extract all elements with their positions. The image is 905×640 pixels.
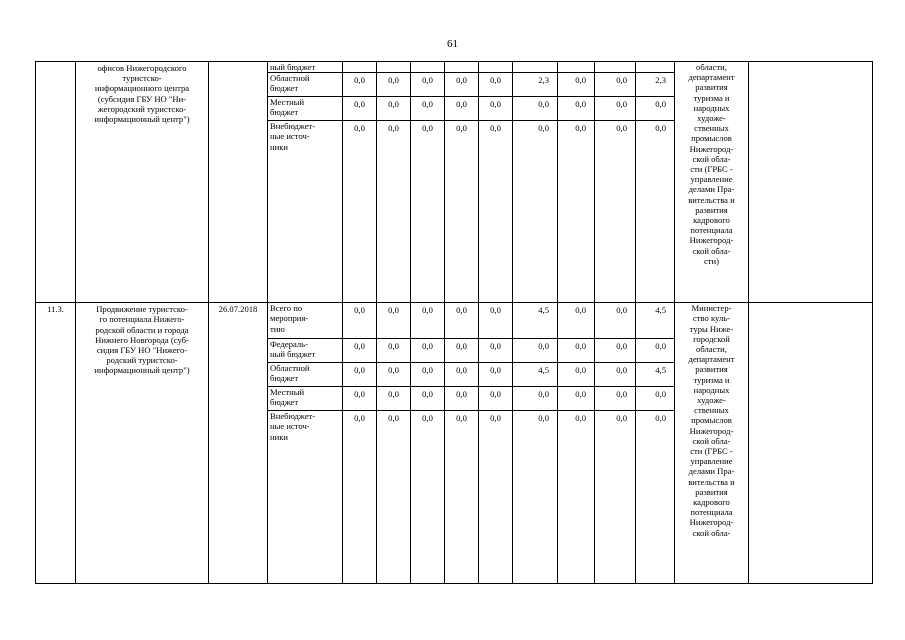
value-cell: 0,0 (411, 411, 445, 584)
cell-text-line: народных (693, 102, 730, 113)
value-cell: 0,0 (558, 97, 595, 121)
cell-text-line: художе- (697, 395, 726, 406)
value-cell: 0,0 (377, 73, 411, 97)
cell-text-line: бюджет (270, 107, 299, 118)
value-cell: 0,0 (411, 363, 445, 387)
value-cell: 0,0 (411, 97, 445, 121)
cell-text-line: Министер- (691, 303, 732, 314)
item-date: 26.07.2018 (218, 304, 258, 315)
funding-source-cell (268, 387, 343, 411)
value-cell: 0,0 (636, 97, 675, 121)
value-cell: 4,5 (636, 303, 675, 339)
cell-text-line: делами Пра- (688, 184, 735, 195)
value-cell: 0,0 (479, 363, 513, 387)
value-cell: 0,0 (343, 339, 377, 363)
cell-text-line: (субсидия ГБУ НО "Ни- (97, 93, 187, 104)
cell-text-line: промыслов (691, 415, 732, 426)
value-cell: 0,0 (595, 303, 636, 339)
funding-source-cell (268, 121, 343, 303)
cell-text-line: ской обла- (692, 245, 731, 256)
cell-text-line: мероприя- (270, 313, 309, 324)
value-cell: 0,0 (595, 411, 636, 584)
value-cell: 0,0 (595, 363, 636, 387)
cell-text-line: Нижнего Новгорода (суб- (95, 334, 189, 345)
cell-text-line: департамент (688, 354, 735, 365)
cell-text-line: области, (696, 344, 727, 355)
value-cell: 0,0 (377, 339, 411, 363)
table-row (36, 62, 873, 73)
value-cell (479, 62, 513, 73)
value-cell: 0,0 (343, 97, 377, 121)
value-cell (411, 62, 445, 73)
value-cell: 0,0 (636, 339, 675, 363)
item-name-cell (76, 303, 209, 584)
cell-text-line: ской обла- (692, 435, 731, 446)
cell-text-line: развития (695, 364, 728, 375)
cell-text-line: ные источ- (270, 131, 310, 142)
cell-text-line: родской области и города (95, 324, 189, 335)
funding-source-cell (268, 411, 343, 584)
cell-text-line: родский туристско- (106, 355, 178, 366)
value-cell: 0,0 (513, 339, 558, 363)
value-cell: 0,0 (479, 411, 513, 584)
value-cell: 0,0 (343, 363, 377, 387)
cell-text-line: Внебюджет- (270, 411, 316, 422)
value-cell: 0,0 (636, 411, 675, 584)
cell-text-line: кадрового (693, 215, 730, 226)
value-cell: 0,0 (411, 387, 445, 411)
value-cell: 0,0 (377, 363, 411, 387)
value-cell: 0,0 (479, 303, 513, 339)
cell-text-line: Продвижение туристско- (96, 304, 188, 315)
value-cell: 0,0 (595, 387, 636, 411)
value-cell: 0,0 (343, 303, 377, 339)
value-cell (377, 62, 411, 73)
cell-text-line: управление (690, 456, 733, 467)
value-cell: 0,0 (479, 387, 513, 411)
cell-text-line: сидия ГБУ НО "Нижего- (96, 345, 188, 356)
item-name-cell (76, 62, 209, 303)
funding-source-cell (268, 73, 343, 97)
value-cell: 0,0 (513, 387, 558, 411)
value-cell: 0,0 (377, 411, 411, 584)
cell-text-line: туры Ниже- (689, 323, 734, 334)
value-cell: 0,0 (411, 339, 445, 363)
cell-text-line: ные источ- (270, 421, 310, 432)
value-cell: 0,0 (445, 387, 479, 411)
cell-text-line: Федераль- (270, 339, 308, 350)
value-cell: 0,0 (445, 363, 479, 387)
cell-text-line: информационный центр") (94, 365, 190, 376)
cell-text-line: ный бюджет (270, 62, 316, 72)
value-cell: 0,0 (343, 73, 377, 97)
value-cell: 0,0 (343, 411, 377, 584)
item-date-cell (209, 303, 268, 584)
value-cell: 0,0 (558, 121, 595, 303)
funding-table (35, 61, 873, 584)
cell-text-line: ники (270, 431, 288, 442)
cell-text-line: Всего по (270, 303, 303, 314)
cell-text-line: Областной (270, 363, 310, 374)
value-cell: 0,0 (558, 339, 595, 363)
value-cell: 0,0 (595, 73, 636, 97)
cell-text-line: офисов Нижегородского (97, 63, 187, 73)
cell-text-line: художе- (697, 113, 726, 124)
cell-text-line: ской обла- (692, 153, 731, 164)
value-cell (595, 62, 636, 73)
cell-text-line: го потенциала Нижего- (99, 314, 185, 325)
cell-text-line: промыслов (691, 133, 732, 144)
cell-text-line: туризма и (693, 374, 730, 385)
cell-text-line: сти) (703, 255, 720, 266)
value-cell (513, 62, 558, 73)
cell-text-line: городской (693, 333, 730, 344)
value-cell: 0,0 (445, 303, 479, 339)
value-cell: 0,0 (558, 363, 595, 387)
cell-text-line: Нижегород- (689, 143, 734, 154)
cell-text-line: бюджет (270, 397, 299, 408)
value-cell: 0,0 (513, 97, 558, 121)
page-number: 61 (447, 38, 458, 50)
cell-text-line: ственных (694, 123, 729, 134)
item-number-cell (36, 62, 76, 303)
cell-text-line: ство куль- (692, 313, 731, 324)
cell-text-line: ный бюджет (270, 349, 316, 360)
cell-text-line: Местный (270, 387, 305, 398)
value-cell: 2,3 (513, 73, 558, 97)
cell-text-line: развития (695, 204, 728, 215)
value-cell (445, 62, 479, 73)
cell-text-line: ники (270, 141, 288, 152)
funding-source-cell (268, 303, 343, 339)
cell-text-line: сти (ГРБС - (690, 164, 733, 175)
funding-source-cell (268, 339, 343, 363)
cell-text-line: информационный центр") (94, 114, 190, 125)
item-date-cell (209, 62, 268, 303)
value-cell: 0,0 (377, 303, 411, 339)
table-row (36, 303, 873, 339)
cell-text-line: Внебюджет- (270, 121, 316, 132)
funding-source-cell (268, 363, 343, 387)
item-number: 11.3. (47, 304, 64, 315)
value-cell: 0,0 (479, 121, 513, 303)
value-cell: 0,0 (411, 303, 445, 339)
value-cell: 0,0 (377, 97, 411, 121)
cell-text-line: вительства и (688, 194, 735, 205)
value-cell: 0,0 (445, 97, 479, 121)
value-cell: 0,0 (411, 73, 445, 97)
responsible-cell (675, 62, 749, 303)
cell-text-line: ственных (694, 405, 729, 416)
cell-text-line: туризма и (693, 92, 730, 103)
cell-text-line: народных (693, 384, 730, 395)
cell-text-line: вительства и (688, 476, 735, 487)
value-cell (558, 62, 595, 73)
empty-cell (749, 303, 873, 584)
value-cell: 0,0 (479, 339, 513, 363)
cell-text-line: Нижегород- (689, 235, 734, 246)
cell-text-line: развития (695, 82, 728, 93)
responsible-cell (675, 303, 749, 584)
cell-text-line: развития (695, 486, 728, 497)
item-number-cell (36, 303, 76, 584)
value-cell (343, 62, 377, 73)
value-cell: 2,3 (636, 73, 675, 97)
value-cell: 0,0 (377, 387, 411, 411)
cell-text-line: управление (690, 174, 733, 185)
cell-text-line: потенциала (690, 507, 733, 518)
cell-text-line: ской обла- (692, 527, 731, 538)
value-cell: 4,5 (636, 363, 675, 387)
empty-cell (749, 62, 873, 303)
value-cell: 0,0 (558, 411, 595, 584)
cell-text-line: Областной (270, 73, 310, 84)
value-cell: 0,0 (595, 121, 636, 303)
value-cell: 0,0 (513, 411, 558, 584)
funding-source-cell (268, 97, 343, 121)
cell-text-line: области, (696, 62, 727, 72)
value-cell: 0,0 (636, 387, 675, 411)
value-cell: 0,0 (343, 387, 377, 411)
value-cell: 0,0 (445, 121, 479, 303)
value-cell: 0,0 (343, 121, 377, 303)
value-cell: 0,0 (513, 121, 558, 303)
value-cell: 0,0 (445, 339, 479, 363)
value-cell: 0,0 (411, 121, 445, 303)
funding-source-cell (268, 62, 343, 73)
cell-text-line: бюджет (270, 373, 299, 384)
value-cell: 0,0 (558, 73, 595, 97)
value-cell: 4,5 (513, 303, 558, 339)
cell-text-line: Местный (270, 97, 305, 108)
cell-text-line: делами Пра- (688, 466, 735, 477)
cell-text-line: информационного центра (94, 83, 190, 94)
cell-text-line: жегородский туристско- (97, 103, 187, 114)
value-cell: 0,0 (558, 303, 595, 339)
cell-text-line: тию (270, 323, 285, 334)
cell-text-line: кадрового (693, 497, 730, 508)
cell-text-line: туристско- (122, 73, 162, 84)
cell-text-line: Нижегород- (689, 425, 734, 436)
cell-text-line: Нижегород- (689, 517, 734, 528)
value-cell: 0,0 (479, 97, 513, 121)
value-cell: 0,0 (595, 339, 636, 363)
value-cell: 0,0 (445, 411, 479, 584)
value-cell: 0,0 (636, 121, 675, 303)
value-cell: 0,0 (558, 387, 595, 411)
cell-text-line: потенциала (690, 225, 733, 236)
cell-text-line: сти (ГРБС - (690, 446, 733, 457)
value-cell: 4,5 (513, 363, 558, 387)
cell-text-line: бюджет (270, 83, 299, 94)
cell-text-line: департамент (688, 72, 735, 83)
value-cell: 0,0 (445, 73, 479, 97)
value-cell (636, 62, 675, 73)
value-cell: 0,0 (479, 73, 513, 97)
value-cell: 0,0 (377, 121, 411, 303)
value-cell: 0,0 (595, 97, 636, 121)
